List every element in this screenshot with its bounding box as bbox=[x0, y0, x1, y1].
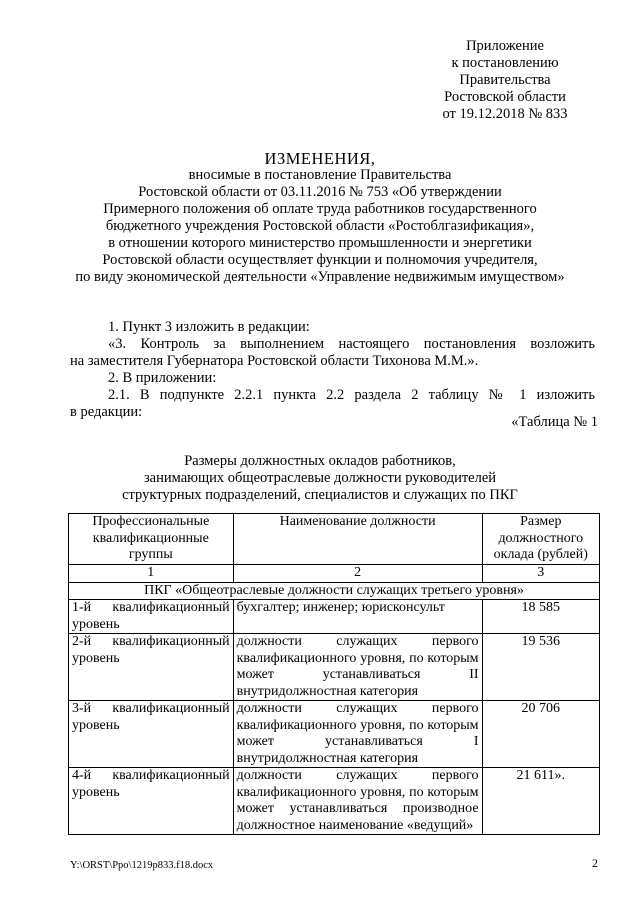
position-cell: бухгалтер; инженер; юрисконсульт bbox=[233, 600, 482, 634]
appendix-line: Правительства bbox=[459, 72, 551, 88]
table-title-line: структурных подразделений, специалистов и служащих по ПКГ bbox=[122, 487, 518, 503]
title-line: Примерного положения об оплате труда работников государственного bbox=[103, 201, 537, 217]
paragraph-4-line-1: 2.1. В подпункте 2.2.1 пункта 2.2 раздела 2 таблицу № 1 изложить bbox=[108, 387, 595, 403]
table-row bbox=[69, 701, 600, 768]
table-row bbox=[69, 768, 600, 835]
paragraph-1: 1. Пункт 3 изложить в редакции: bbox=[108, 319, 310, 335]
appendix-line: Приложение bbox=[466, 38, 544, 54]
title-line: Ростовской области осуществляет функции и полномочия учредителя, bbox=[102, 252, 538, 268]
header-cell: Размер должностного оклада (рублей) bbox=[482, 514, 599, 565]
appendix-line: Ростовской области bbox=[444, 89, 566, 105]
paragraph-4-line-2: в редакции: bbox=[70, 404, 143, 420]
level-cell: 4-й квалификационный уровень bbox=[69, 768, 234, 835]
table-label: «Таблица № 1 bbox=[511, 414, 598, 430]
title-line: в отношении которого министерство промышленности и энергетики bbox=[108, 235, 532, 251]
salary-cell: 18 585 bbox=[482, 600, 599, 634]
table-group-row bbox=[69, 582, 600, 600]
title-line: бюджетного учреждения Ростовской области «Ростоблгазификация», bbox=[105, 218, 535, 234]
table-number-row bbox=[69, 565, 600, 583]
level-cell: 2-й квалификационный уровень bbox=[69, 634, 234, 701]
group-cell: ПКГ «Общеотраслевые должности служащих третьего уровня» bbox=[69, 582, 600, 600]
page-number: 2 bbox=[592, 856, 598, 870]
title-heading: ИЗМЕНЕНИЯ, bbox=[264, 149, 376, 168]
title-line: Ростовской области от 03.11.2016 № 753 «Об утверждении bbox=[138, 184, 502, 200]
footer-file-path: Y:\ORST\Ppo\1219p833.f18.docx bbox=[70, 860, 214, 871]
number-cell: 2 bbox=[233, 565, 482, 583]
position-cell: должности служащих первого квалификационного уровня, по которым может устанавливаться производное должностное наименование «ведущий» bbox=[233, 768, 482, 835]
position-cell: должности служащих первого квалификационного уровня, по которым может устанавливаться I внутридолжностная категория bbox=[233, 701, 482, 768]
level-cell: 3-й квалификационный уровень bbox=[69, 701, 234, 768]
table-header-row bbox=[69, 514, 600, 565]
salary-cell: 21 611». bbox=[482, 768, 599, 835]
table-row bbox=[69, 600, 600, 634]
paragraph-2-line-1: «3. Контроль за выполнением настоящего постановления возложить bbox=[108, 336, 595, 352]
paragraph-2-line-2: на заместителя Губернатора Ростовской области Тихонова М.М.». bbox=[70, 353, 479, 369]
title-line: вносимые в постановление Правительства bbox=[188, 167, 452, 183]
number-cell: 3 bbox=[482, 565, 599, 583]
header-cell: Профессиональные квалификационные группы bbox=[69, 514, 234, 565]
table-title-line: занимающих общеотраслевые должности руководителей bbox=[143, 470, 497, 486]
salary-cell: 19 536 bbox=[482, 634, 599, 701]
title-line: по виду экономической деятельности «Управление недвижимым имуществом» bbox=[75, 269, 565, 285]
table-title-line: Размеры должностных окладов работников, bbox=[184, 453, 456, 469]
appendix-block bbox=[410, 38, 600, 123]
salary-cell: 20 706 bbox=[482, 701, 599, 768]
document-title bbox=[50, 150, 590, 286]
table-title bbox=[60, 453, 580, 504]
level-cell: 1-й квалификационный уровень bbox=[69, 600, 234, 634]
position-cell: должности служащих первого квалификационного уровня, по которым может устанавливаться II внутридолжностная категория bbox=[233, 634, 482, 701]
number-cell: 1 bbox=[69, 565, 234, 583]
appendix-line: к постановлению bbox=[451, 55, 559, 71]
paragraph-3: 2. В приложении: bbox=[108, 370, 217, 386]
table-row bbox=[69, 634, 600, 701]
salary-table bbox=[68, 513, 600, 835]
appendix-line: от 19.12.2018 № 833 bbox=[442, 106, 568, 122]
header-cell: Наименование должности bbox=[233, 514, 482, 565]
